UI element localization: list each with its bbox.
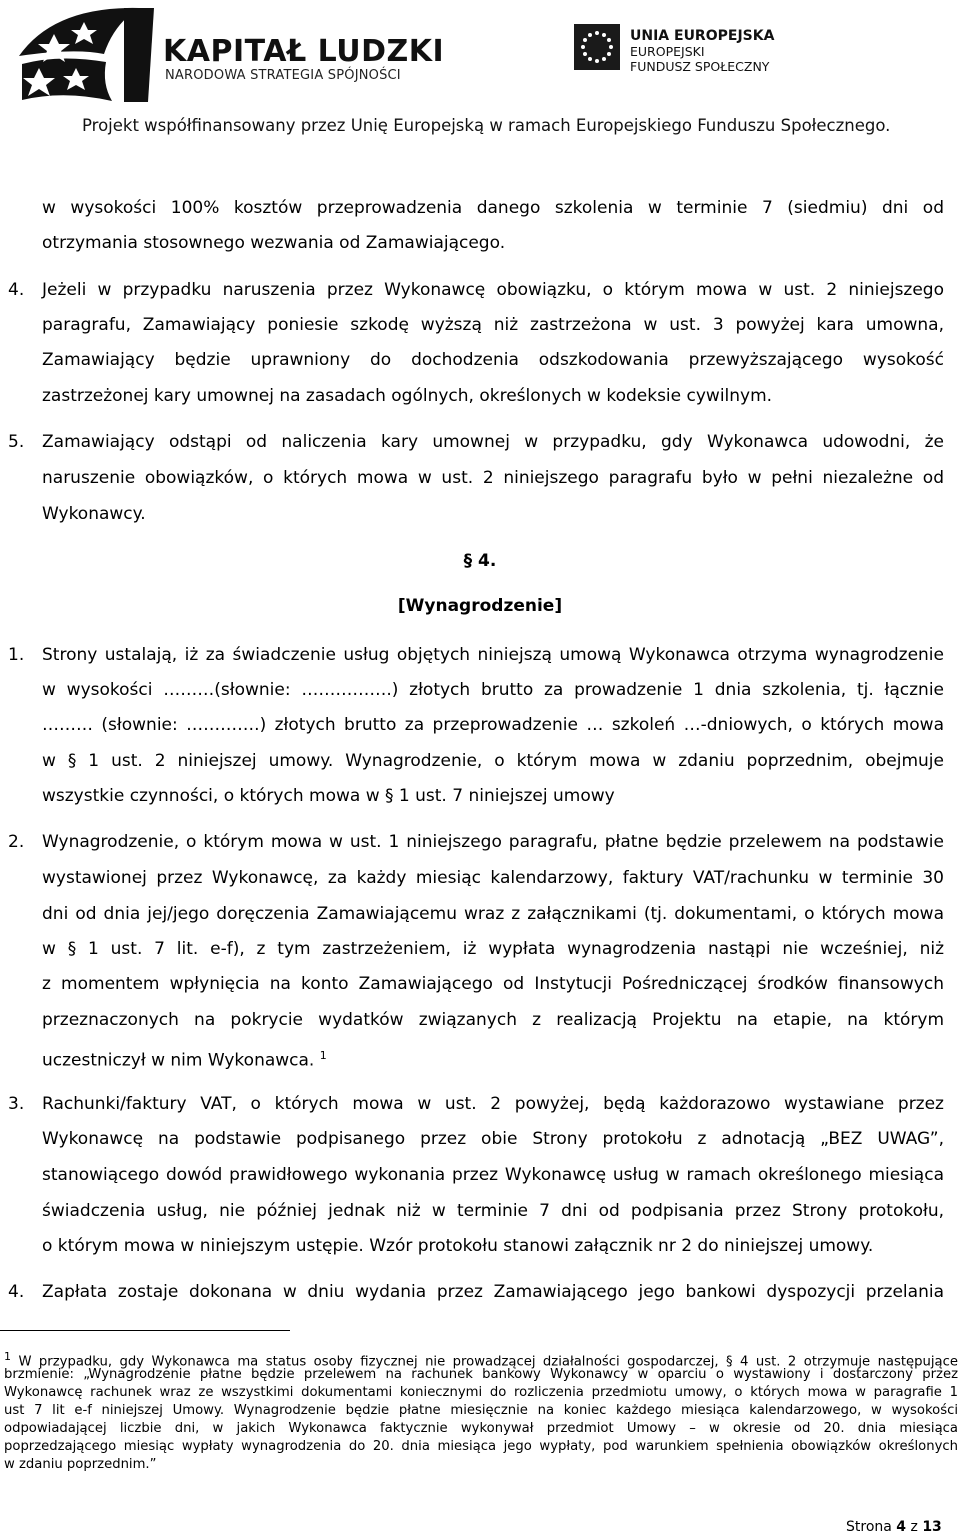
paragraph-line: Zapłata zostaje dokonana w dniu wydania przez Zamawiającego jego bankowi dyspozycji przelania — [42, 1282, 944, 1302]
document-header — [0, 0, 960, 142]
paragraph-line: Wynagrodzenie, o którym mowa w ust. 1 niniejszego paragrafu, płatne będzie przelewem na podstawie — [42, 832, 944, 852]
continuation-line: w wysokości 100% kosztów przeprowadzenia danego szkolenia w terminie 7 (siedmiu) dni od — [42, 198, 944, 218]
footnote-line: ust 7 lit e-f niniejszej Umowy. Wynagrodzenie będzie płatne miesięcznie na koniec każdego miesiąca kalendarzowego, w wysokości — [4, 1403, 958, 1418]
footnote-separator — [0, 1330, 290, 1331]
item-number: 2. — [8, 832, 25, 852]
kapital-ludzki-title: KAPITAŁ LUDZKI — [163, 34, 445, 69]
eu-line2: EUROPEJSKI — [630, 44, 705, 59]
footnote-line: odpowiadającej liczbie dni, w jakich Wykonawca faktycznie wykonywał przedmiot Umowy – w okresie od 20. dnia miesiąca — [4, 1421, 958, 1436]
footnote-line — [4, 1350, 958, 1368]
footnote-line: poprzedzającego miesiąc wypłaty wynagrodzenia do 20. dnia miesiąca jego wypłaty, pod warunkiem spełnienia obowiązków określonych — [4, 1439, 958, 1454]
section-title: [Wynagrodzenie] — [397, 596, 563, 616]
project-funding-line: Projekt współfinansowany przez Unię Europejską w ramach Europejskiego Funduszu Społecznego. — [82, 116, 891, 135]
paragraph-text: uczestniczył w nim Wykonawca. — [42, 1050, 315, 1071]
paragraph-line: wszystkie czynności, o których mowa w § 1 ust. 7 niniejszej umowy — [42, 786, 615, 806]
eu-flag-icon — [574, 24, 620, 70]
page-of: z — [910, 1519, 918, 1535]
paragraph-line: o którym mowa w niniejszym ustępie. Wzór protokołu stanowi załącznik nr 2 do niniejszej umowy. — [42, 1236, 874, 1256]
paragraph-line: wystawionej przez Wykonawcę, za każdy miesiąc kalendarzowy, faktury VAT/rachunku w terminie 30 — [42, 868, 944, 888]
paragraph-line: naruszenie obowiązków, o których mowa w ust. 2 niniejszego paragrafu było w pełni niezależne od — [42, 468, 944, 488]
paragraph-line: Zamawiający będzie uprawniony do dochodzenia odszkodowania przewyższającego wysokość — [42, 350, 944, 370]
footnote-line: w zdaniu poprzednim.” — [4, 1457, 157, 1472]
item-number: 1. — [8, 645, 25, 665]
eu-line1: UNIA EUROPEJSKA — [630, 28, 775, 44]
kapital-ludzki-subtitle: NARODOWA STRATEGIA SPÓJNOŚCI — [165, 68, 401, 83]
paragraph-line: Wykonawcę na podstawie podpisanego przez obie Strony protokołu z adnotacją „BEZ UWAG”, — [42, 1129, 944, 1149]
footnote-line: Wykonawcę rachunek wraz ze wszystkimi dokumentami koniecznymi do rozliczenia przedmiotu umowy, o których mowa w paragrafie 1 — [4, 1385, 958, 1400]
item-number: 4. — [8, 1282, 25, 1302]
paragraph-line: Zamawiający odstąpi od naliczenia kary umownej w przypadku, gdy Wykonawca udowodni, że — [42, 432, 944, 452]
paragraph-line: zastrzeżonej kary umownej na zasadach ogólnych, określonych w kodeksie cywilnym. — [42, 386, 773, 406]
paragraph-line: ……… (słownie: ………….) złotych brutto za przeprowadzenie … szkoleń …-dniowych, o których mowa — [42, 715, 944, 735]
paragraph-line: Jeżeli w przypadku naruszenia przez Wykonawcę obowiązku, o którym mowa w ust. 2 niniejszego — [42, 280, 944, 300]
page-total: 13 — [922, 1519, 942, 1535]
paragraph-line: paragrafu, Zamawiający poniesie szkodę wyższą niż zastrzeżona w ust. 3 powyżej kara umowna, — [42, 315, 944, 335]
item-number: 4. — [8, 280, 25, 300]
page-label: Strona — [846, 1519, 892, 1535]
footnote-text: W przypadku, gdy Wykonawca ma status osoby fizycznej nie prowadzącej działalności gospodarczej, § 4 ust. 2 otrzymuje następujące — [18, 1354, 958, 1370]
paragraph-line: w § 1 ust. 2 niniejszej umowy. Wynagrodzenie, o którym mowa w zdaniu poprzednim, obejmuje — [42, 751, 944, 771]
footnote-line: brzmienie: „Wynagrodzenie płatne będzie przelewem na rachunek bankowy Wykonawcy w oparciu o wystawiony i dostarczony przez — [4, 1367, 958, 1382]
paragraph-line: z momentem wpłynięcia na konto Zamawiającego od Instytucji Pośredniczącej środków finansowych — [42, 974, 944, 994]
paragraph-line: świadczenia usług, nie później jednak niż w terminie 7 dni od podpisania przez Strony protokołu, — [42, 1201, 944, 1221]
footnote-marker: 1 — [4, 1350, 11, 1363]
continuation-line: otrzymania stosownego wezwania od Zamawiającego. — [42, 233, 506, 253]
footnote-ref[interactable]: 1 — [319, 1049, 327, 1062]
kapital-ludzki-logo — [14, 4, 159, 104]
paragraph-line: stanowiącego dowód prawidłowego wykonania przez Wykonawcę usług w ramach określonego miesiąca — [42, 1165, 944, 1185]
eu-logo-text — [630, 29, 774, 74]
paragraph-line: przeznaczonych na pokrycie wydatków związanych z realizacją Projektu na etapie, na którym — [42, 1010, 944, 1030]
section-heading: § 4. — [463, 551, 497, 571]
page-number — [846, 1519, 942, 1535]
paragraph-line — [42, 1047, 944, 1070]
paragraph-line: dni od dnia jej/jego doręczenia Zamawiającemu wraz z załącznikami (tj. dokumentami, o których mowa — [42, 904, 944, 924]
item-number: 3. — [8, 1094, 25, 1114]
page-current: 4 — [896, 1519, 907, 1535]
item-number: 5. — [8, 432, 25, 452]
eu-line3: FUNDUSZ SPOŁECZNY — [630, 59, 770, 74]
paragraph-line: w wysokości ………(słownie: …………….) złotych brutto za prowadzenie 1 dnia szkolenia, tj. łącznie — [42, 680, 944, 700]
paragraph-line: w § 1 ust. 7 lit. e-f), z tym zastrzeżeniem, iż wypłata wynagrodzenia nastąpi nie wcześniej, niż — [42, 939, 944, 959]
paragraph-line: Wykonawcy. — [42, 504, 146, 524]
paragraph-line: Strony ustalają, iż za świadczenie usług objętych niniejszą umową Wykonawca otrzyma wynagrodzenie — [42, 645, 944, 665]
paragraph-line: Rachunki/faktury VAT, o których mowa w ust. 2 powyżej, będą każdorazowo wystawiane przez — [42, 1094, 944, 1114]
